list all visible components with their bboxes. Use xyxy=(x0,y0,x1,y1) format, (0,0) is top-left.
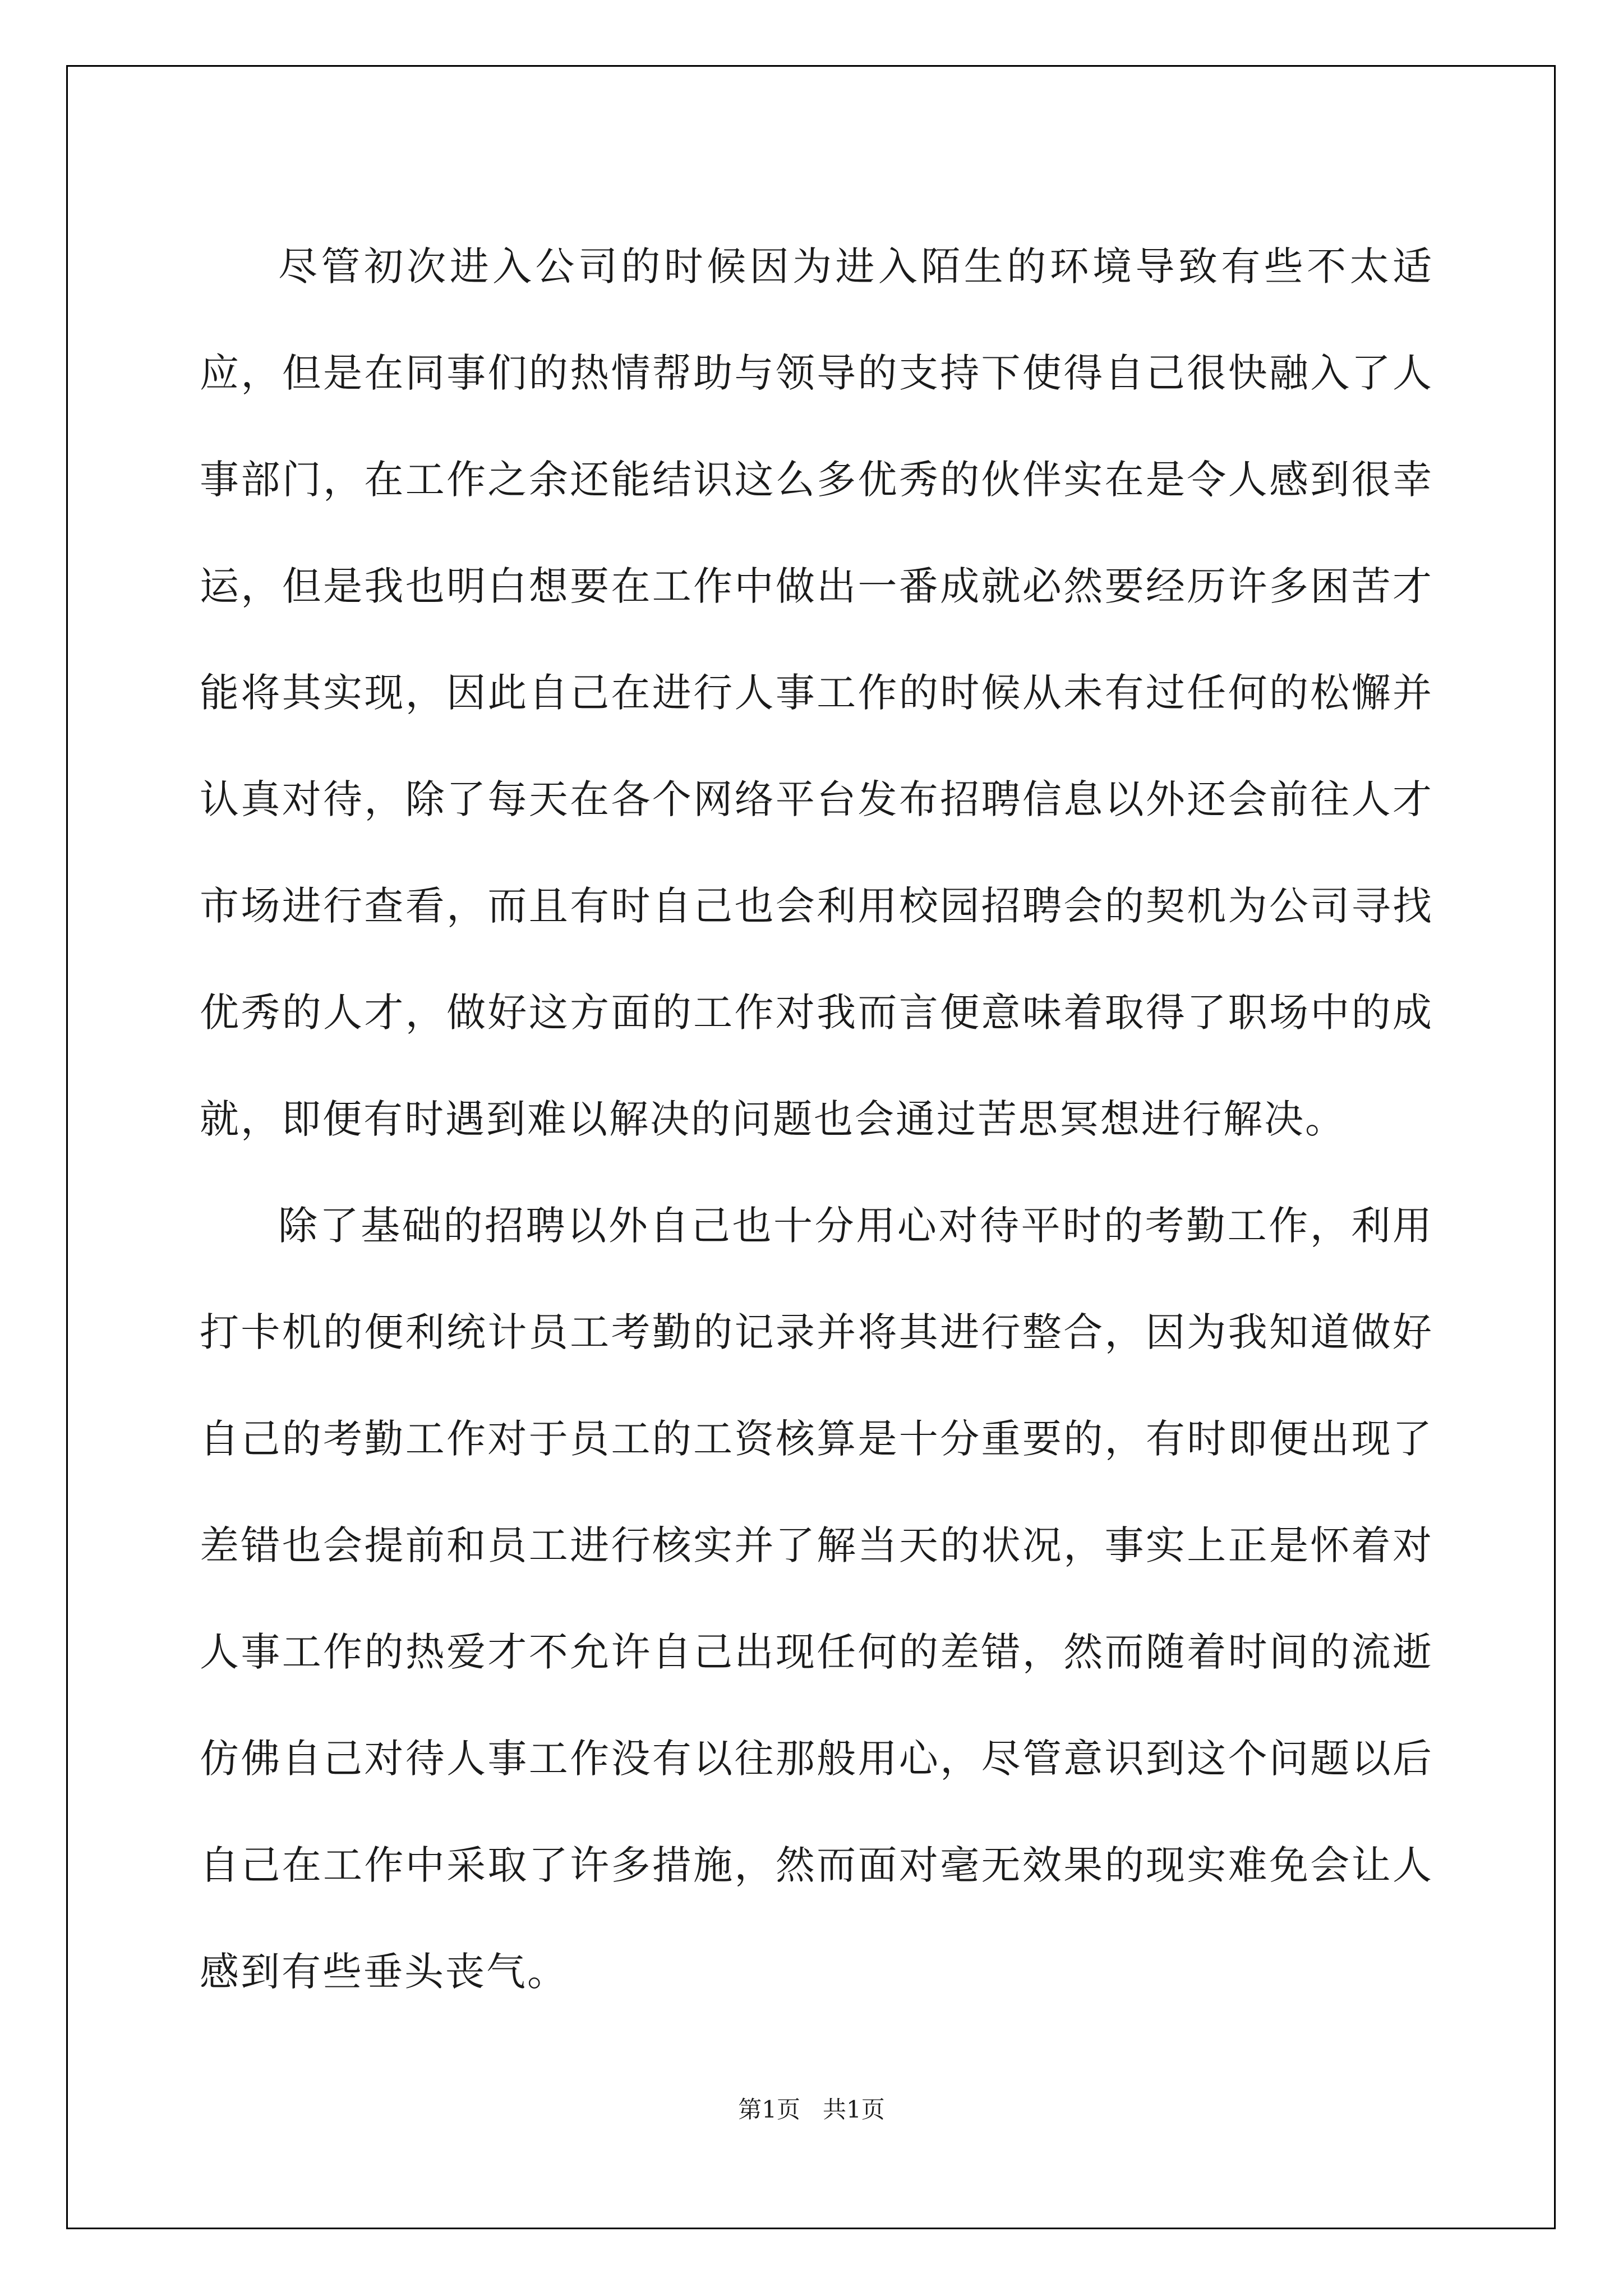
paragraph-2: 除了基础的招聘以外自己也十分用心对待平时的考勤工作，利用打卡机的便利统计员工考勤的记录并将其进行整合，因为我知道做好自己的考勤工作对于员工的工资核算是十分重要的，有时即便出现了差错也会提前和员工进行核实并了解当天的状况，事实上正是怀着对人事工作的热爱才不允许自己出现任何的差错，然而随着时间的流逝仿佛自己对待人事工作没有以往那般用心，尽管意识到这个问题以后自己在工作中采取了许多措施，然而面对毫无效果的现实难免会让人感到有些垂头丧气。 xyxy=(200,1203,1433,1995)
page-footer xyxy=(0,2091,1623,2125)
paragraph-1: 尽管初次进入公司的时候因为进入陌生的环境导致有些不太适应，但是在同事们的热情帮助与领导的支持下使得自己很快融入了人事部门，在工作之余还能结识这么多优秀的伙伴实在是令人感到很幸运，但是我也明白想要在工作中做出一番成就必然要经历许多困苦才能将其实现，因此自己在进行人事工作的时候从未有过任何的松懈并认真对待，除了每天在各个网络平台发布招聘信息以外还会前往人才市场进行查看，而且有时自己也会利用校园招聘会的契机为公司寻找优秀的人才，做好这方面的工作对我而言便意味着取得了职场中的成就，即便有时遇到难以解决的问题也会通过苦思冥想进行解决。 xyxy=(200,243,1433,1142)
document-body xyxy=(200,213,1433,2025)
page-number: 第1页 xyxy=(738,2096,800,2123)
page-total: 共1页 xyxy=(823,2096,885,2123)
